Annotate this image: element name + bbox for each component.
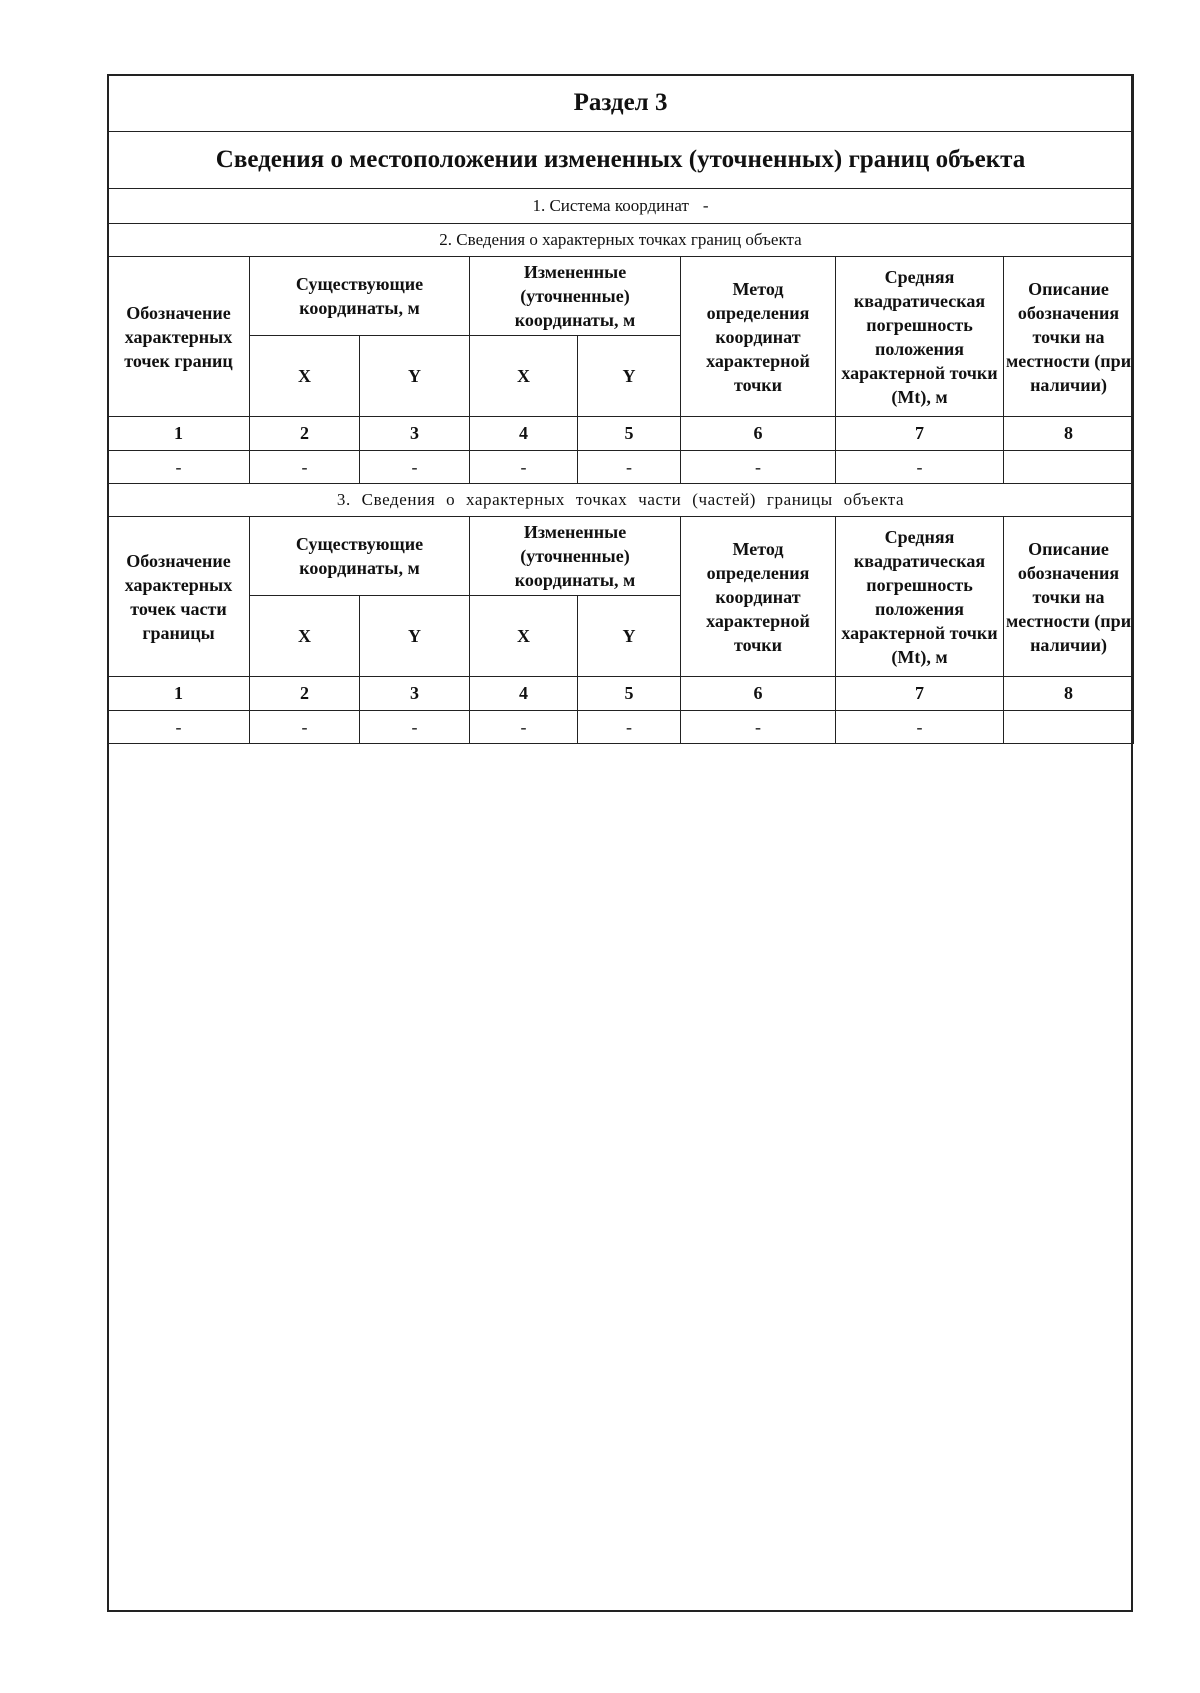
parts-col-method: Метод определения координат характерной точки xyxy=(681,517,836,677)
parts-num-8: 8 xyxy=(1004,677,1134,711)
points-num-6: 6 xyxy=(681,417,836,451)
parts-cell-1: - xyxy=(108,711,250,744)
parts-num-3: 3 xyxy=(360,677,470,711)
points-changed-x: X xyxy=(470,336,578,417)
parts-num-6: 6 xyxy=(681,677,836,711)
points-col-error: Средняя квадратическая погрешность положения характерной точки (Mt), м xyxy=(836,257,1004,417)
parts-col-description: Описание обозначения точки на местности (при наличии) xyxy=(1004,517,1134,677)
points-col-existing: Существующие координаты, м xyxy=(250,257,470,336)
parts-existing-x: X xyxy=(250,596,360,677)
parts-heading: 3. Сведения о характерных точках части (частей) границы объекта xyxy=(108,484,1134,517)
points-cell-5: - xyxy=(578,451,681,484)
points-cell-8 xyxy=(1004,451,1134,484)
parts-num-5: 5 xyxy=(578,677,681,711)
parts-num-7: 7 xyxy=(836,677,1004,711)
points-cell-6: - xyxy=(681,451,836,484)
parts-col-existing: Существующие координаты, м xyxy=(250,517,470,596)
parts-cell-5: - xyxy=(578,711,681,744)
parts-cell-6: - xyxy=(681,711,836,744)
section-table xyxy=(107,74,1134,744)
parts-cell-3: - xyxy=(360,711,470,744)
points-cell-3: - xyxy=(360,451,470,484)
parts-num-2: 2 xyxy=(250,677,360,711)
parts-changed-y: Y xyxy=(578,596,681,677)
parts-cell-7: - xyxy=(836,711,1004,744)
points-cell-4: - xyxy=(470,451,578,484)
parts-cell-2: - xyxy=(250,711,360,744)
points-col-designation: Обозначение характерных точек границ xyxy=(108,257,250,417)
points-num-8: 8 xyxy=(1004,417,1134,451)
section-title: Раздел 3 xyxy=(108,75,1134,132)
parts-col-error: Средняя квадратическая погрешность положения характерной точки (Mt), м xyxy=(836,517,1004,677)
coord-system-line xyxy=(108,189,1134,224)
coord-system-label: 1. Система координат xyxy=(532,196,689,215)
points-data-row xyxy=(108,451,1134,484)
parts-data-row xyxy=(108,711,1134,744)
parts-col-changed: Измененные (уточненные) координаты, м xyxy=(470,517,681,596)
parts-cell-8 xyxy=(1004,711,1134,744)
parts-col-designation: Обозначение характерных точек части границы xyxy=(108,517,250,677)
points-heading: 2. Сведения о характерных точках границ объекта xyxy=(108,224,1134,257)
parts-num-4: 4 xyxy=(470,677,578,711)
points-cell-1: - xyxy=(108,451,250,484)
parts-existing-y: Y xyxy=(360,596,470,677)
points-existing-y: Y xyxy=(360,336,470,417)
points-num-4: 4 xyxy=(470,417,578,451)
points-cell-7: - xyxy=(836,451,1004,484)
parts-number-row xyxy=(108,677,1134,711)
points-number-row xyxy=(108,417,1134,451)
points-col-changed: Измененные (уточненные) координаты, м xyxy=(470,257,681,336)
points-col-method: Метод определения координат характерной точки xyxy=(681,257,836,417)
points-num-7: 7 xyxy=(836,417,1004,451)
parts-cell-4: - xyxy=(470,711,578,744)
coord-system-value: - xyxy=(702,196,709,215)
points-num-3: 3 xyxy=(360,417,470,451)
parts-changed-x: X xyxy=(470,596,578,677)
parts-num-1: 1 xyxy=(108,677,250,711)
points-existing-x: X xyxy=(250,336,360,417)
points-col-description: Описание обозначения точки на местности (при наличии) xyxy=(1004,257,1134,417)
points-cell-2: - xyxy=(250,451,360,484)
points-num-1: 1 xyxy=(108,417,250,451)
section-subtitle: Сведения о местоположении измененных (уточненных) границ объекта xyxy=(108,132,1134,189)
points-num-5: 5 xyxy=(578,417,681,451)
points-changed-y: Y xyxy=(578,336,681,417)
points-num-2: 2 xyxy=(250,417,360,451)
